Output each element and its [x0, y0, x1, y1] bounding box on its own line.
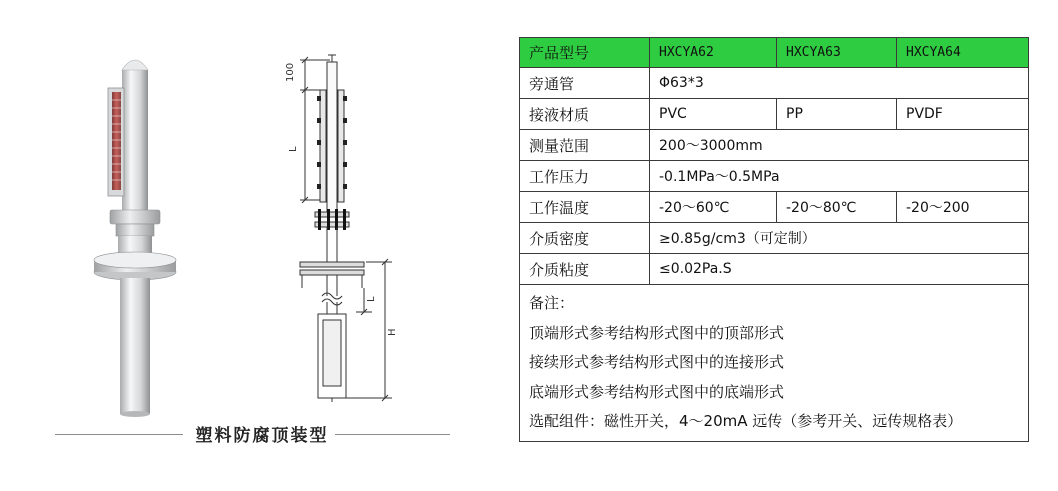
dim-l-upper-label: L — [288, 146, 299, 152]
spec-table — [519, 37, 1029, 442]
product-illustration — [0, 0, 500, 491]
dim-100-label: 100 — [285, 62, 296, 82]
caption-rule-left — [55, 434, 183, 435]
dim-h-label: H — [387, 328, 398, 336]
figure-caption-block — [55, 421, 450, 447]
caption-rule-right — [335, 434, 450, 435]
table-row — [520, 254, 1029, 285]
row-value-material-3: PVDF — [897, 99, 1029, 130]
table-row — [520, 68, 1029, 99]
row-value-range: 200～3000mm — [650, 130, 1029, 161]
table-row — [520, 192, 1029, 223]
notes-title: 备注： — [529, 294, 575, 312]
notes-cell — [520, 285, 1029, 442]
dimension-drawing — [300, 55, 392, 402]
dim-l-lower-label: L — [366, 296, 377, 302]
table-row — [520, 161, 1029, 192]
row-value-temperature-2: -20～80℃ — [777, 192, 897, 223]
notes-line-4: 选配组件：磁性开关，4～20mA 远传（参考开关、远传规格表） — [529, 412, 963, 430]
row-label-viscosity: 介质粘度 — [520, 254, 650, 285]
table-header-row — [520, 38, 1029, 68]
row-label-range: 测量范围 — [520, 130, 650, 161]
row-value-temperature-3: -20～200 — [897, 192, 1029, 223]
row-label-bypass: 旁通管 — [520, 68, 650, 99]
gauge-rendering — [94, 60, 176, 417]
row-label-density: 介质密度 — [520, 223, 650, 254]
header-model-label: 产品型号 — [520, 38, 650, 68]
notes-line-2: 接续形式参考结构形式图中的连接形式 — [529, 353, 785, 371]
row-label-pressure: 工作压力 — [520, 161, 650, 192]
header-model-3: HXCYA64 — [897, 38, 1029, 68]
row-value-viscosity: ≤0.02Pa.S — [650, 254, 1029, 285]
row-label-material: 接液材质 — [520, 99, 650, 130]
table-row — [520, 223, 1029, 254]
figure-caption: 塑料防腐顶装型 — [195, 426, 329, 446]
notes-line-3: 底端形式参考结构形式图中的底端形式 — [529, 382, 785, 401]
table-row — [520, 99, 1029, 130]
notes-row — [520, 285, 1029, 442]
row-value-density: ≥0.85g/cm3（可定制） — [650, 223, 1029, 254]
row-value-material-2: PP — [777, 99, 897, 130]
row-value-temperature-1: -20～60℃ — [650, 192, 777, 223]
table-row — [520, 130, 1029, 161]
level-gauge-drawings — [0, 0, 500, 491]
row-value-material-1: PVC — [650, 99, 777, 130]
header-model-2: HXCYA63 — [777, 38, 897, 68]
row-label-temperature: 工作温度 — [520, 192, 650, 223]
header-model-1: HXCYA62 — [650, 38, 777, 68]
notes-line-1: 顶端形式参考结构形式图中的顶部形式 — [529, 323, 785, 342]
row-value-bypass: Φ63*3 — [650, 68, 1029, 99]
row-value-pressure: -0.1MPa～0.5MPa — [650, 161, 1029, 192]
